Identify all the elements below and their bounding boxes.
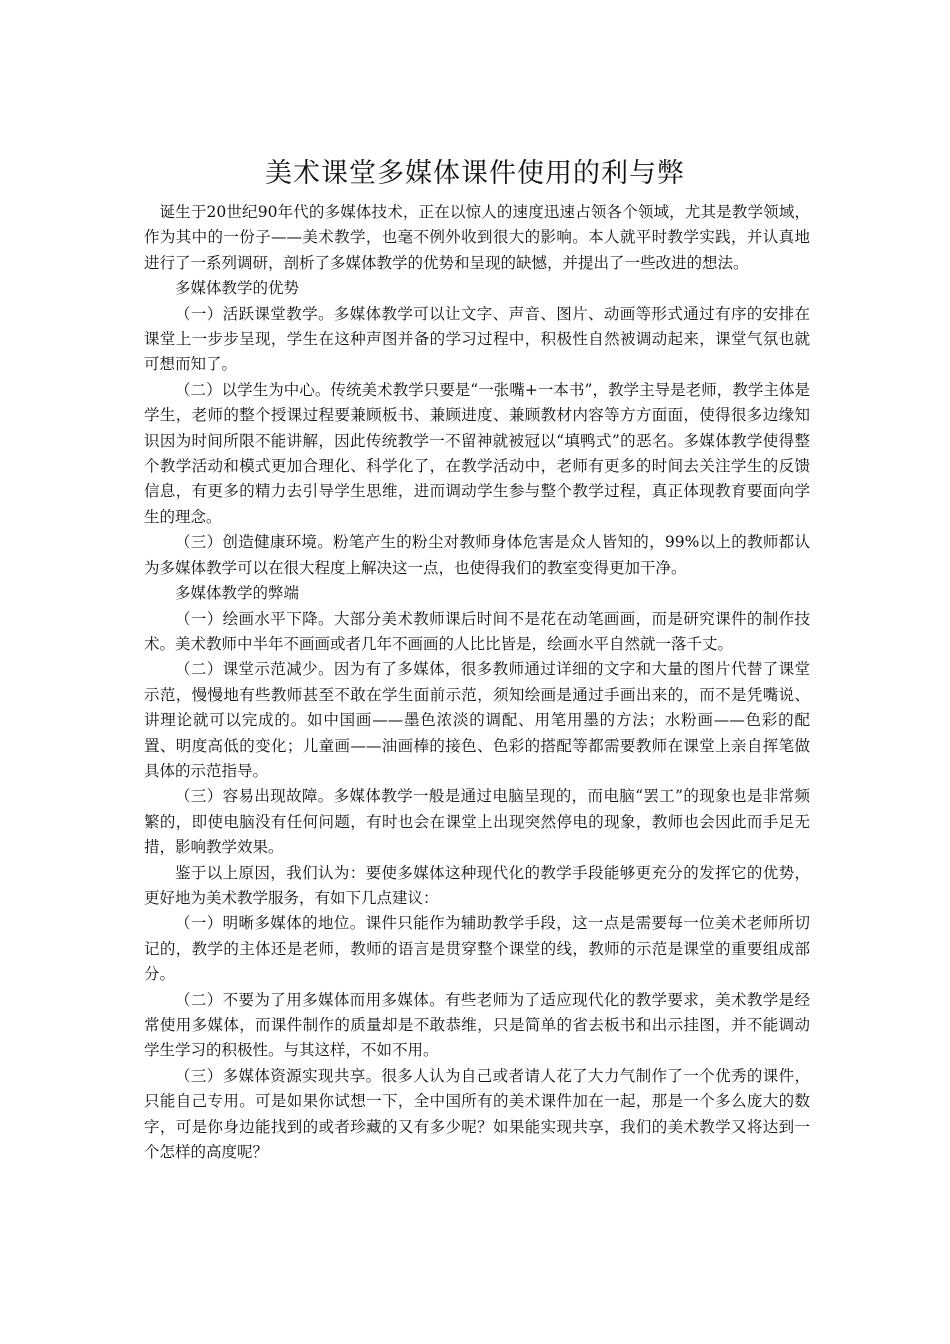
paragraph-suggestion-3: （三）多媒体资源实现共享。很多人认为自己或者请人花了大力气制作了一个优秀的课件，只能自己专用。可是如果你试想一下，全中国所有的美术课件加在一起，那是一个多么庞大的数字，可是你身边能找到的或者珍藏的又有多少呢？如果能实现共享，我们的美术教学又将达到一个怎样的高度呢？ [144, 1066, 810, 1162]
paragraph-disadvantage-1: （一）绘画水平下降。大部分美术教师课后时间不是花在动笔画画，而是研究课件的制作技术。美术教师中半年不画画或者几年不画画的人比比皆是，绘画水平自然就一落千丈。 [144, 609, 810, 653]
paragraph-suggestion-2: （二）不要为了用多媒体而用多媒体。有些老师为了适应现代化的教学要求，美术教学是经常使用多媒体，而课件制作的质量却是不敢恭维，只是简单的省去板书和出示挂图，并不能调动学生学习的积极性。与其这样，不如不用。 [144, 990, 810, 1060]
paragraph-advantage-1: （一）活跃课堂教学。多媒体教学可以让文字、声音、图片、动画等形式通过有序的安排在课堂上一步步呈现，学生在这种声图并备的学习过程中，积极性自然被调动起来，课堂气氛也就可想而知了。 [144, 304, 810, 374]
paragraph-suggestion-1: （一）明晰多媒体的地位。课件只能作为辅助教学手段，这一点是需要每一位美术老师所切记的，教学的主体还是老师，教师的语言是贯穿整个课堂的线，教师的示范是课堂的重要组成部分。 [144, 914, 810, 984]
paragraph-suggestions-intro: 鉴于以上原因，我们认为：要使多媒体这种现代化的教学手段能够更充分的发挥它的优势，更好地为美术教学服务，有如下几点建议： [144, 863, 810, 907]
intro-paragraph: 诞生于20世纪90年代的多媒体技术，正在以惊人的速度迅速占领各个领域，尤其是教学领域，作为其中的一份子——美术教学，也毫不例外收到很大的影响。本人就平时教学实践，并认真地进行了一系列调研，剖析了多媒体教学的优势和呈现的缺憾，并提出了一些改进的想法。 [144, 203, 810, 272]
paragraph-disadvantage-2: （二）课堂示范减少。因为有了多媒体，很多教师通过详细的文字和大量的图片代替了课堂示范，慢慢地有些教师甚至不敢在学生面前示范，须知绘画是通过手画出来的，而不是凭嘴说、讲理论就可以完成的。如中国画——墨色浓淡的调配、用笔用墨的方法；水粉画——色彩的配置、明度高低的变化；儿童画——油画棒的接色、色彩的搭配等都需要教师在课堂上亲自挥笔做具体的示范指导。 [144, 660, 810, 780]
section-heading-advantages: 多媒体教学的优势 [175, 279, 300, 298]
paragraph-disadvantage-3: （三）容易出现故障。多媒体教学一般是通过电脑呈现的，而电脑“罢工”的现象也是非常频繁的，即使电脑没有任何问题，有时也会在课堂上出现突然停电的现象，教师也会因此而手足无措，影响教学效果。 [144, 787, 810, 857]
document-title: 美术课堂多媒体课件使用的利与弊 [265, 158, 685, 189]
section-heading-disadvantages: 多媒体教学的弊端 [175, 584, 300, 603]
document-body [144, 200, 810, 1165]
paragraph-advantage-2: （二）以学生为中心。传统美术教学只要是“一张嘴+一本书”，教学主导是老师，教学主体是学生，老师的整个授课过程要兼顾板书、兼顾进度、兼顾教材内容等方方面面，使得很多边缘知识因为时间所限不能讲解，因此传统教学一不留神就被冠以“填鸭式”的恶名。多媒体教学使得整个教学活动和模式更加合理化、科学化了，在教学活动中，老师有更多的时间去关注学生的反馈信息，有更多的精力去引导学生思维，进而调动学生参与整个教学过程，真正体现教育要面向学生的理念。 [144, 380, 810, 526]
paragraph-advantage-3: （三）创造健康环境。粉笔产生的粉尘对教师身体危害是众人皆知的，99%以上的教师都认为多媒体教学可以在很大程度上解决这一点，也使得我们的教室变得更加干净。 [144, 533, 810, 577]
